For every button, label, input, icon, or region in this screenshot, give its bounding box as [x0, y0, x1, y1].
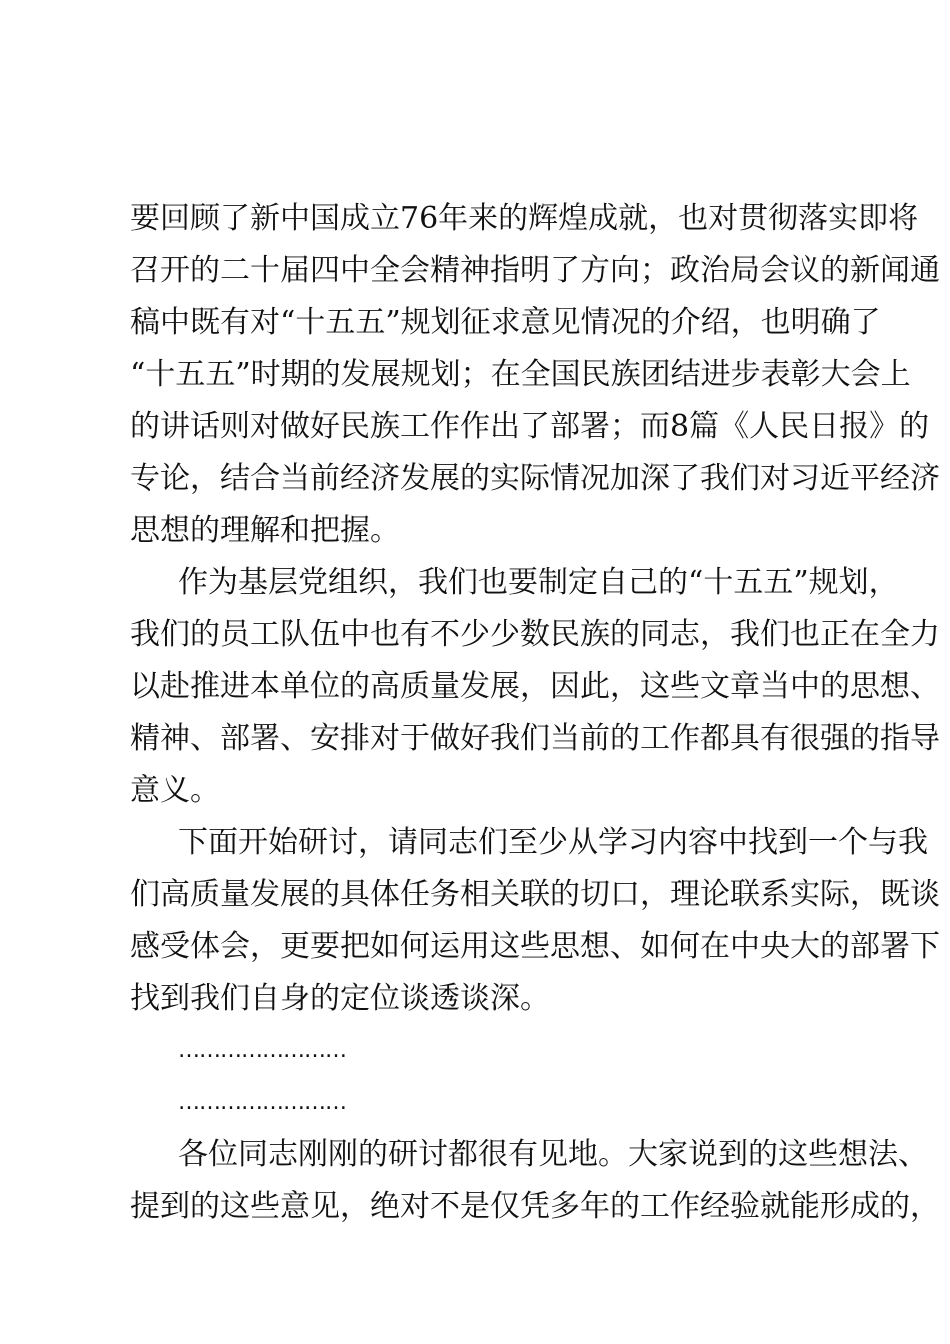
paragraph-1 [130, 193, 940, 557]
text-line: 要回顾了新中国成立76年来的辉煌成就，也对贯彻落实即将 [130, 201, 919, 236]
paragraph-4 [130, 1129, 940, 1233]
text-line: 们高质量发展的具体任务相关联的切口，理论联系实际，既谈 [130, 877, 940, 912]
text-line: 稿中既有对“十五五”规划征求意见情况的介绍，也明确了 [130, 305, 881, 340]
text-line: 专论，结合当前经济发展的实际情况加深了我们对习近平经济 [130, 461, 940, 496]
text-line: 作为基层党组织，我们也要制定自己的“十五五”规划， [178, 565, 899, 600]
paragraph-3 [130, 817, 940, 1025]
text-line: 提到的这些意见，绝对不是仅凭多年的工作经验就能形成的， [130, 1189, 940, 1224]
text-line: 的讲话则对做好民族工作作出了部署；而8篇《人民日报》的 [130, 409, 930, 444]
text-line: 召开的二十届四中全会精神指明了方向；政治局会议的新闻通 [130, 253, 940, 288]
text-line: “十五五”时期的发展规划；在全国民族团结进步表彰大会上 [130, 357, 911, 392]
text-line: 精神、部署、安排对于做好我们当前的工作都具有很强的指导 [130, 721, 940, 756]
text-line: 找到我们自身的定位谈透谈深。 [130, 981, 550, 1016]
text-line: 感受体会，更要把如何运用这些思想、如何在中央大的部署下 [130, 929, 940, 964]
paragraph-2 [130, 557, 940, 817]
text-line: 以赴推进本单位的高质量发展，因此，这些文章当中的思想、 [130, 669, 940, 704]
text-line: 下面开始研讨，请同志们至少从学习内容中找到一个与我 [178, 825, 928, 860]
text-line: 各位同志刚刚的研讨都很有见地。大家说到的这些想法、 [178, 1137, 928, 1172]
ellipsis-line: …………………… [178, 1038, 346, 1063]
text-line: 意义。 [130, 773, 220, 808]
text-line: 我们的员工队伍中也有不少少数民族的同志，我们也正在全力 [130, 617, 940, 652]
text-line: 思想的理解和把握。 [130, 513, 400, 548]
document-page [130, 193, 940, 1233]
ellipsis-line: …………………… [178, 1090, 346, 1115]
